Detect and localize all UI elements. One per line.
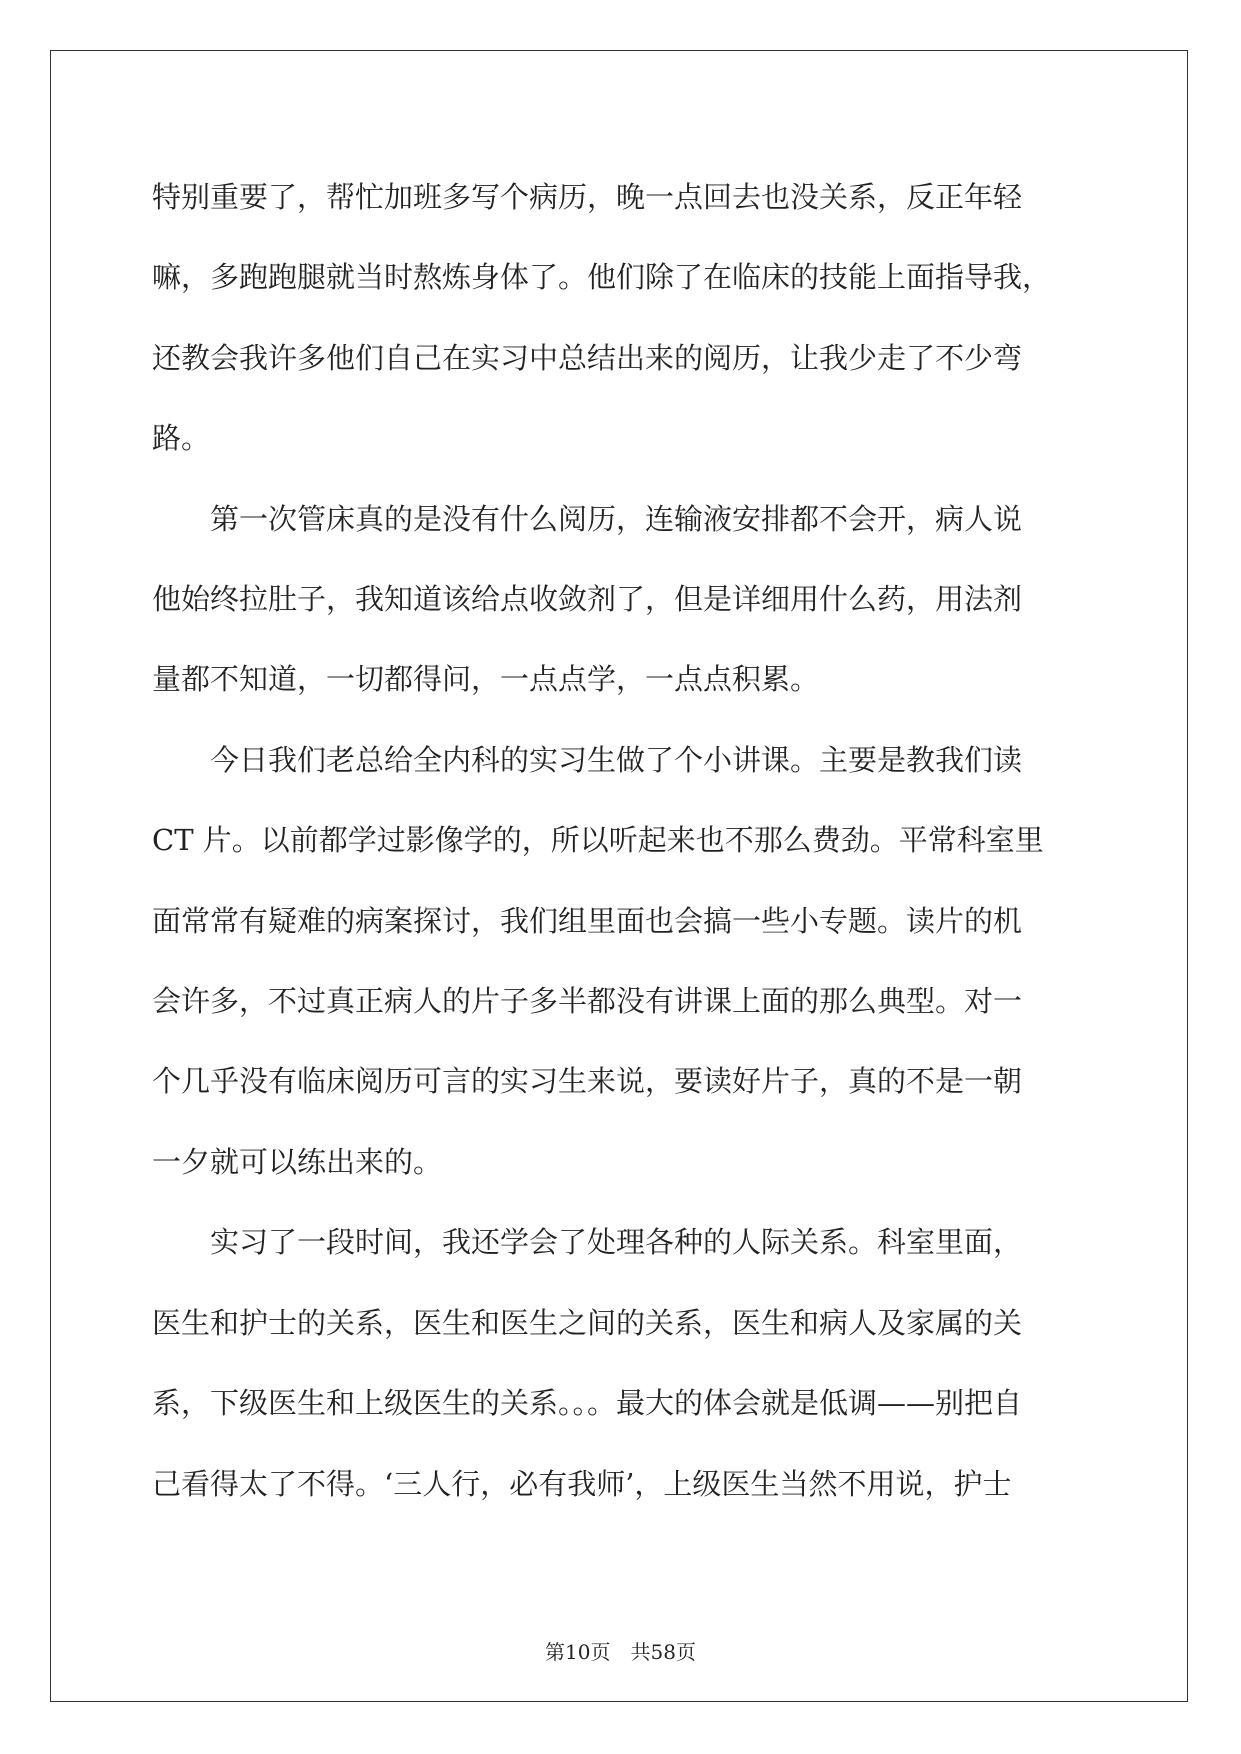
text-line: CT 片。以前都学过影像学的，所以听起来也不那么费劲。平常科室里 <box>152 823 1044 858</box>
text-line: 还教会我许多他们自己在实习中总结出来的阅历，让我少走了不少弯 <box>152 340 1023 375</box>
text-line: 特别重要了，帮忙加班多写个病历，晚一点回去也没关系，反正年轻 <box>152 180 1023 214</box>
text-line: 第一次管床真的是没有什么阅历，连输液安排都不会开，病人说 <box>210 501 1023 536</box>
text-line: 他始终拉肚子，我知道该给点收敛剂了，但是详细用什么药，用法剂 <box>152 582 1023 617</box>
text-line: 系，下级医生和上级医生的关系。。。最大的体会就是低调——别把自 <box>152 1386 1023 1421</box>
text-line: 医生和护士的关系，医生和医生之间的关系，医生和病人及家属的关 <box>152 1305 1023 1340</box>
text-line: 面常常有疑难的病案探讨，我们组里面也会搞一些小专题。读片的机 <box>152 903 1023 938</box>
text-line: 今日我们老总给全内科的实习生做了个小讲课。主要是教我们读 <box>210 742 1023 777</box>
document-body <box>152 157 1096 1524</box>
text-line: 实习了一段时间，我还学会了处理各种的人际关系。科室里面， <box>210 1225 1023 1260</box>
page-footer: 第10页 共58页 <box>545 1640 696 1664</box>
text-line: 量都不知道，一切都得问，一点点学，一点点积累。 <box>152 662 820 697</box>
text-line: 己看得太了不得。‘三人行，必有我师’，上级医生当然不用说，护士 <box>152 1466 1012 1501</box>
text-line: 路。 <box>152 421 211 456</box>
text-line: 嘛，多跑跑腿就当时熬炼身体了。他们除了在临床的技能上面指导我， <box>152 260 1052 295</box>
text-line: 个几乎没有临床阅历可言的实习生来说，要读好片子，真的不是一朝 <box>152 1064 1023 1099</box>
text-line: 会许多，不过真正病人的片子多半都没有讲课上面的那么典型。对一 <box>152 984 1023 1019</box>
text-line: 一夕就可以练出来的。 <box>152 1144 443 1179</box>
